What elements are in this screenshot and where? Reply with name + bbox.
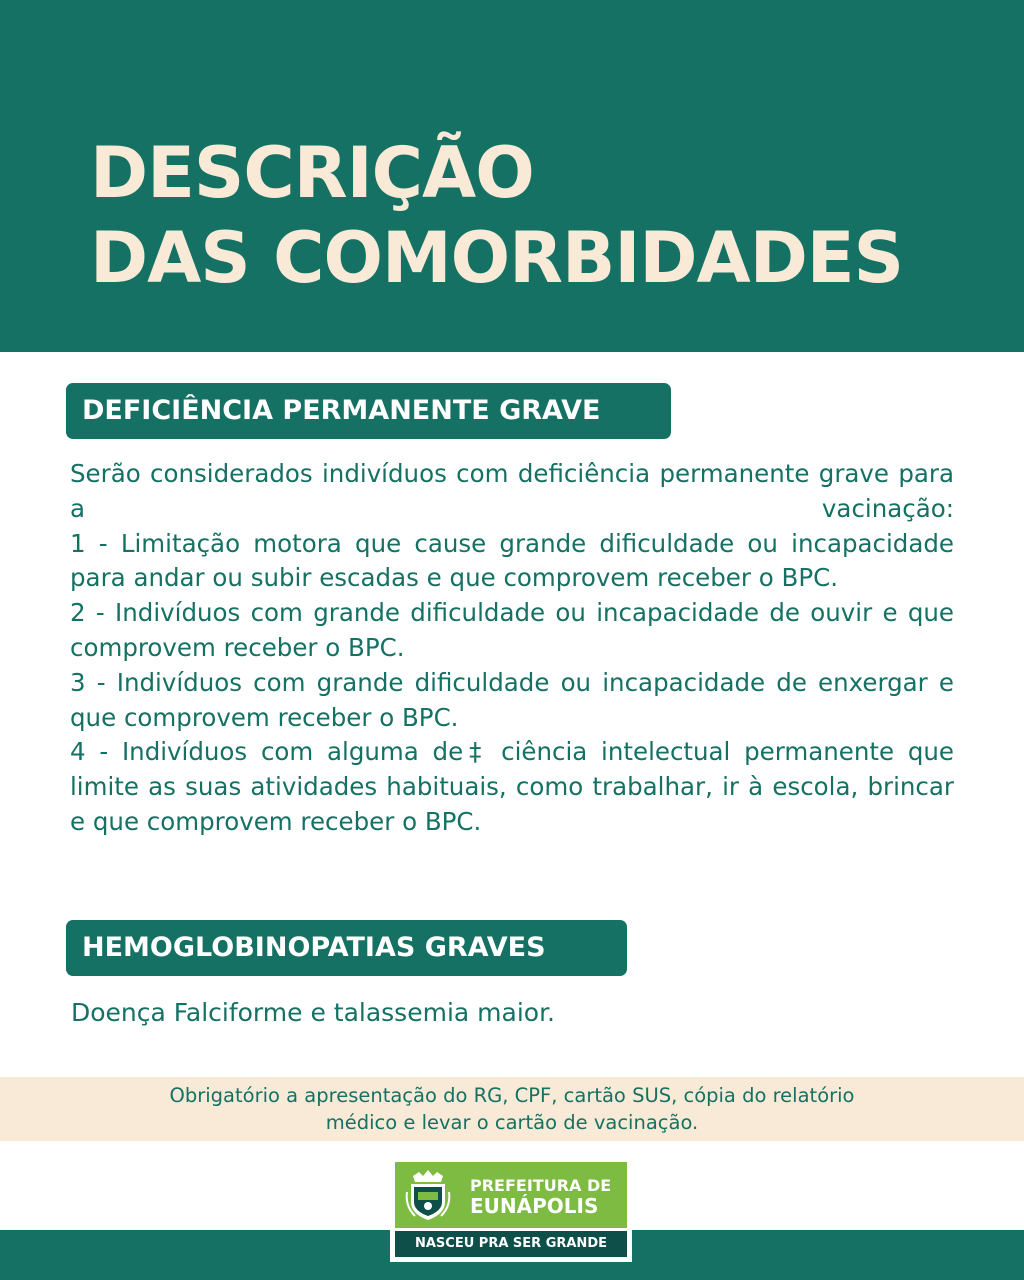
deficiencia-description [70, 457, 954, 840]
logo-text-line1: PREFEITURA DE [470, 1176, 612, 1195]
section-heading-deficiencia: DEFICIÊNCIA PERMANENTE GRAVE [66, 383, 671, 439]
logo-green-panel [395, 1162, 627, 1228]
page-title-line2: DAS COMORBIDADES [90, 217, 904, 299]
intro-text: Serão considerados indivíduos com deficiência permanente grave para a vacinação: [70, 459, 954, 523]
list-item: 2 - Indivíduos com grande dificuldade ou incapacidade de ouvir e que comprovem receber o BPC. [70, 598, 954, 662]
logo-text-line2: EUNÁPOLIS [470, 1194, 599, 1218]
list-item: 4 - Indivíduos com alguma de‡ ciência intelectual permanente que limite as suas atividades habituais, como trabalhar, ir à escola, brincar e que comprovem receber o BPC. [70, 737, 954, 836]
page-title-line1: DESCRIÇÃO [90, 132, 534, 214]
list-item: 1 - Limitação motora que cause grande dificuldade ou incapacidade para andar ou subir escadas e que comprovem receber o BPC. [70, 528, 954, 593]
note-line1: Obrigatório a apresentação do RG, CPF, cartão SUS, cópia do relatório [169, 1084, 855, 1107]
section-heading-hemoglobinopatias: HEMOGLOBINOPATIAS GRAVES [66, 920, 627, 976]
header-banner [0, 0, 1024, 352]
logo-slogan: NASCEU PRA SER GRANDE [395, 1231, 627, 1257]
prefeitura-logo [390, 1158, 632, 1262]
note-line2: médico e levar o cartão de vacinação. [325, 1111, 699, 1134]
list-item: 3 - Indivíduos com grande dificuldade ou incapacidade de enxergar e que comprovem receber o BPC. [70, 667, 954, 732]
coat-of-arms-icon [405, 1166, 451, 1224]
requirements-note [0, 1077, 1024, 1141]
hemoglobinopatias-text: Doença Falciforme e talassemia maior. [71, 998, 555, 1027]
